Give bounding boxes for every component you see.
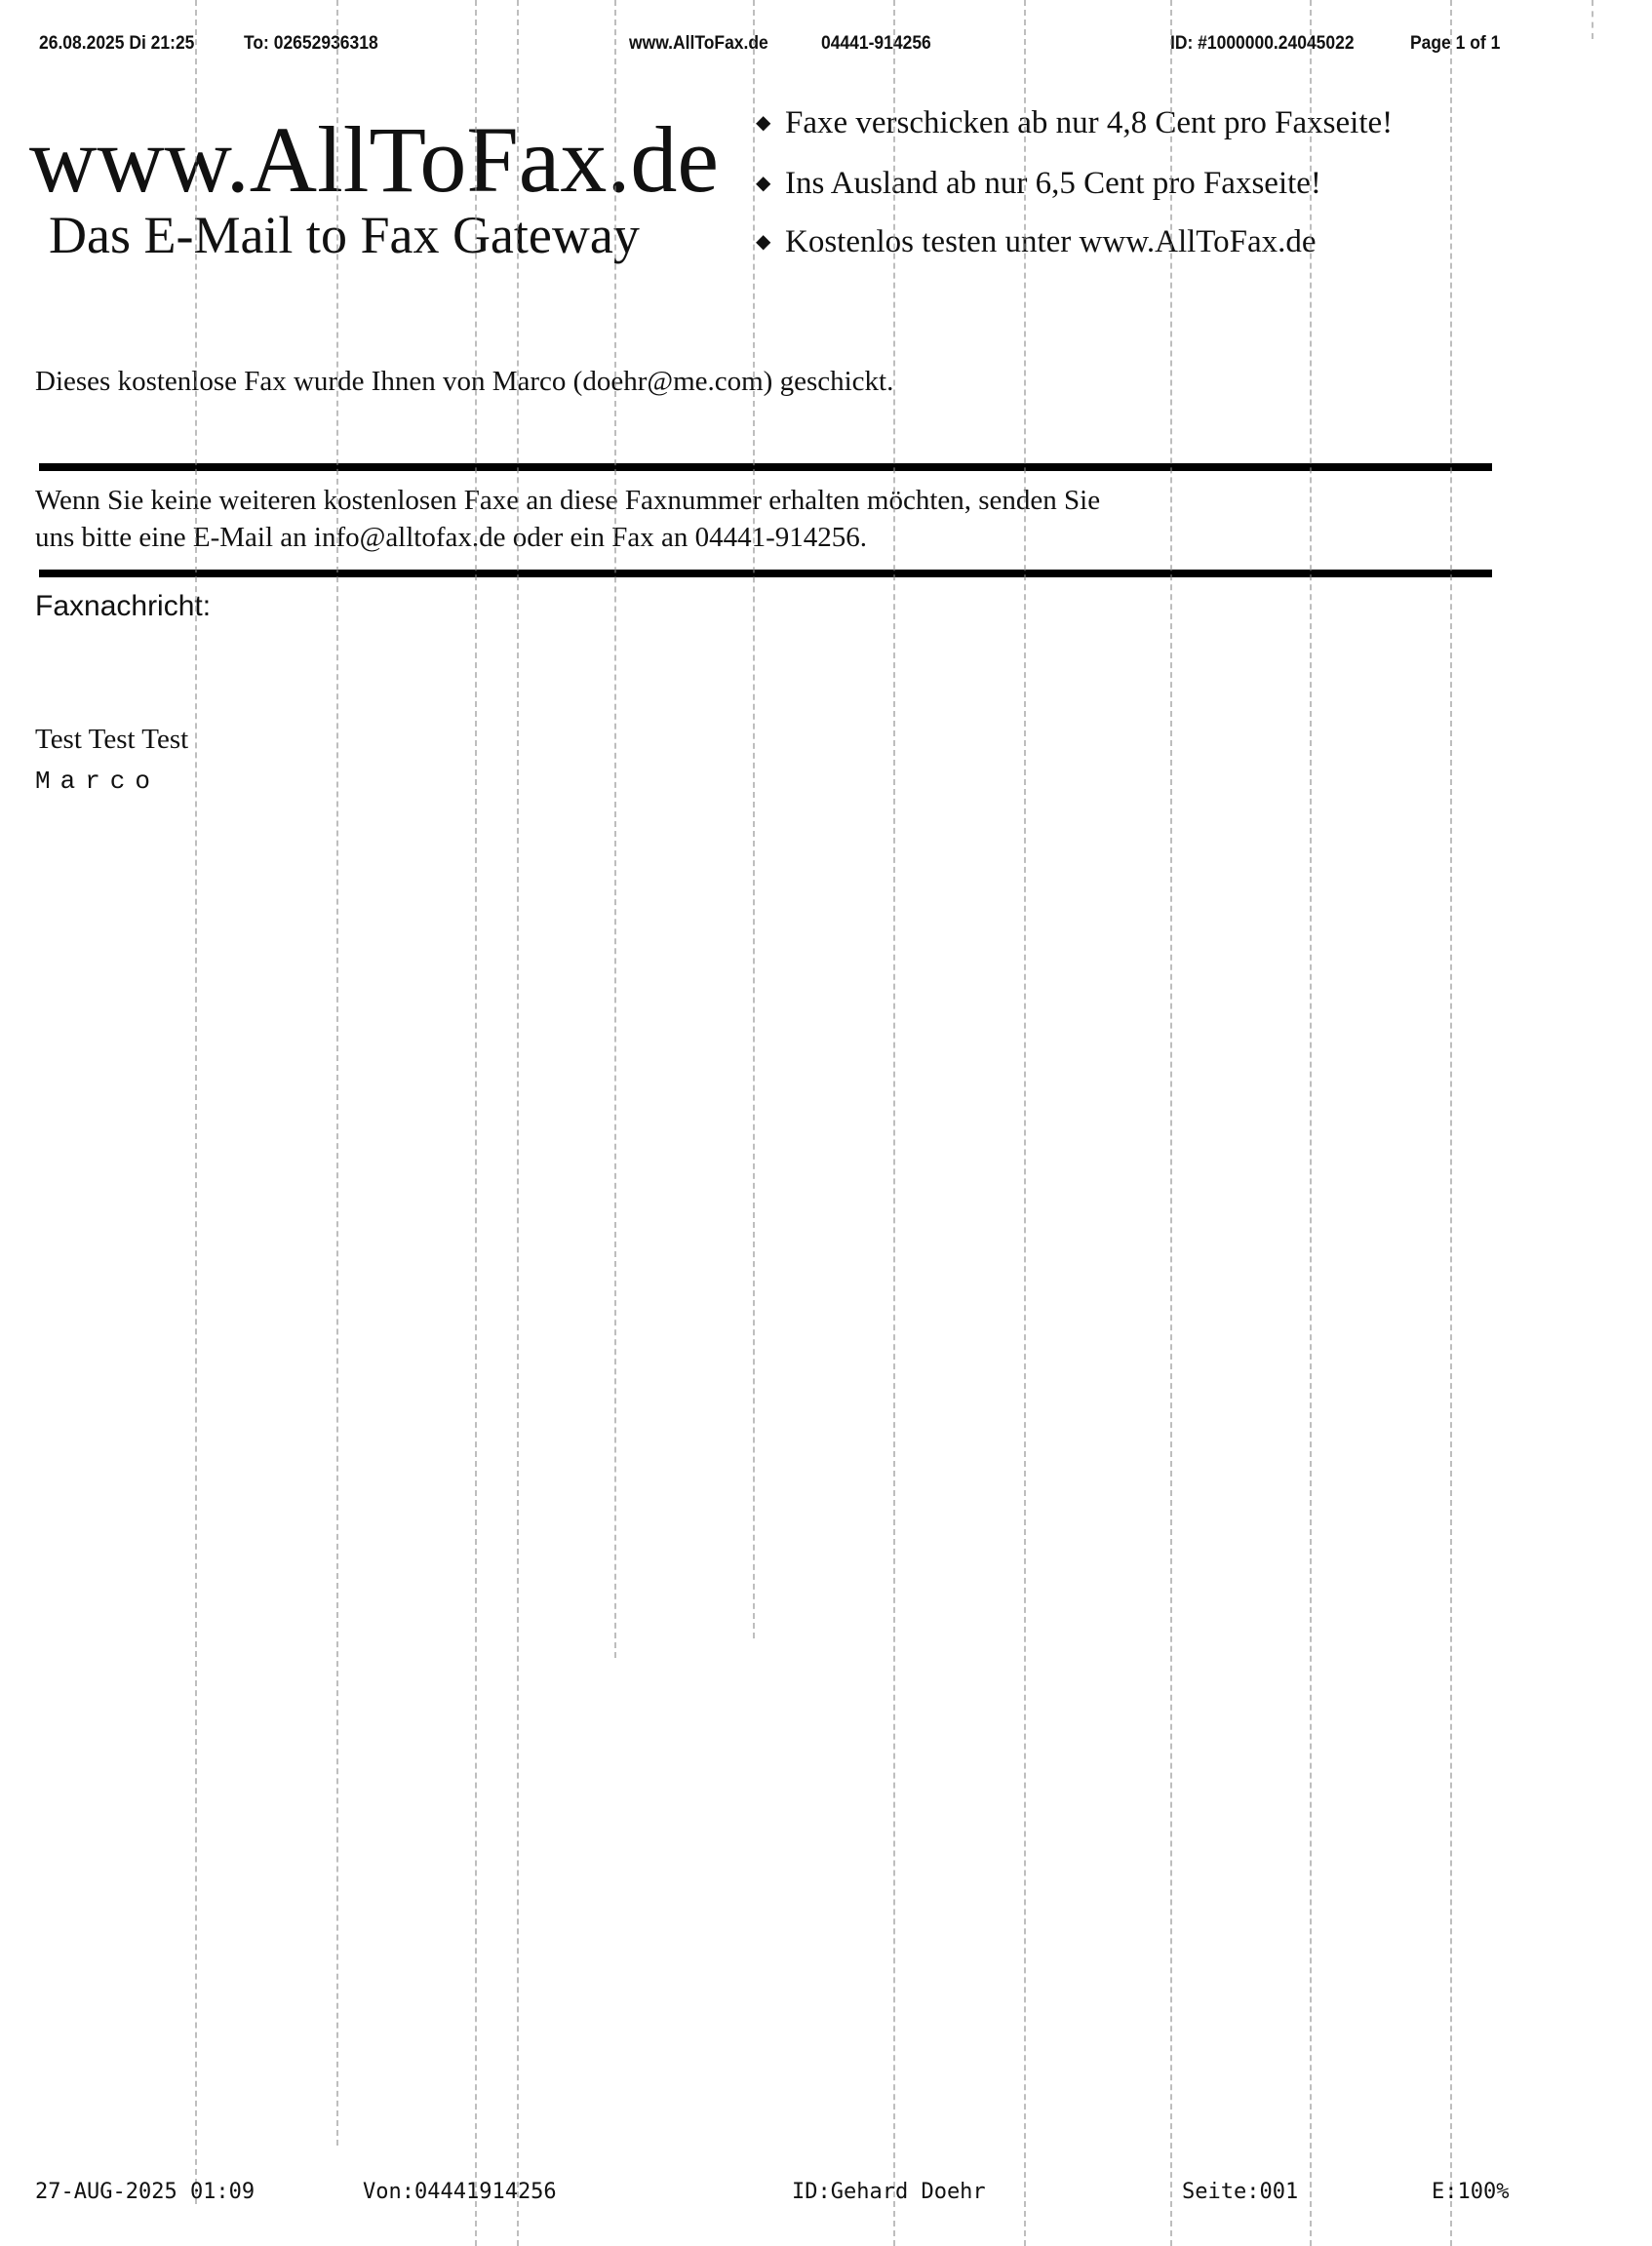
sender-notice: Dieses kostenlose Fax wurde Ihnen von Marco (doehr@me.com) geschickt. — [35, 366, 894, 397]
promo-item — [756, 166, 1321, 202]
fax-message-label: Faxnachricht: — [35, 590, 212, 622]
brand-subtitle: Das E-Mail to Fax Gateway — [49, 206, 640, 264]
scan-streak — [195, 0, 198, 2204]
fax-header-datetime: 26.08.2025 Di 21:25 — [39, 33, 195, 54]
fax-message-signature: Marco — [35, 767, 161, 796]
diamond-bullet-icon: ◆ — [756, 230, 771, 253]
divider-rule — [39, 570, 1492, 577]
fax-footer-page: Seite:001 — [1182, 2180, 1299, 2204]
fax-footer-datetime: 27-AUG-2025 01:09 — [35, 2180, 256, 2204]
scan-streak — [614, 0, 617, 1658]
promo-item — [756, 105, 1393, 141]
fax-footer-id: ID:Gehard Doehr — [792, 2180, 986, 2204]
diamond-bullet-icon: ◆ — [756, 111, 771, 134]
fax-header-site: www.AllToFax.de — [629, 33, 768, 54]
scan-streak — [1450, 0, 1453, 2246]
scan-streak — [893, 0, 896, 2246]
scan-streak — [1170, 0, 1173, 2246]
fax-header-phone: 04441-914256 — [821, 33, 931, 54]
scan-streak — [1024, 0, 1027, 2246]
promo-item — [756, 224, 1317, 260]
scan-streak — [1310, 0, 1313, 2246]
fax-footer-sender: Von:04441914256 — [363, 2180, 557, 2204]
divider-rule — [39, 463, 1492, 471]
promo-text: Ins Ausland ab nur 6,5 Cent pro Faxseite! — [785, 166, 1321, 201]
fax-header-page: Page 1 of 1 — [1410, 33, 1501, 54]
unsubscribe-line-1: Wenn Sie keine weiteren kostenlosen Faxe an diese Faxnummer erhalten möchten, senden Sie — [35, 485, 1101, 516]
scan-streak — [753, 0, 756, 1638]
diamond-bullet-icon: ◆ — [756, 172, 771, 194]
fax-footer-quality: E:100% — [1432, 2180, 1510, 2204]
scan-streak — [1592, 0, 1594, 39]
fax-header-id: ID: #1000000.24045022 — [1170, 33, 1355, 54]
fax-message-body: Test Test Test — [35, 724, 189, 755]
brand-title: www.AllToFax.de — [29, 107, 719, 212]
scan-streak — [336, 0, 339, 2146]
scan-streak — [517, 0, 520, 2246]
fax-header-recipient: To: 02652936318 — [244, 33, 378, 54]
promo-text: Faxe verschicken ab nur 4,8 Cent pro Faxseite! — [785, 105, 1394, 140]
scan-streak — [475, 0, 478, 2246]
promo-text: Kostenlos testen unter www.AllToFax.de — [785, 224, 1317, 259]
unsubscribe-line-2: uns bitte eine E-Mail an info@alltofax.de oder ein Fax an 04441-914256. — [35, 522, 867, 553]
